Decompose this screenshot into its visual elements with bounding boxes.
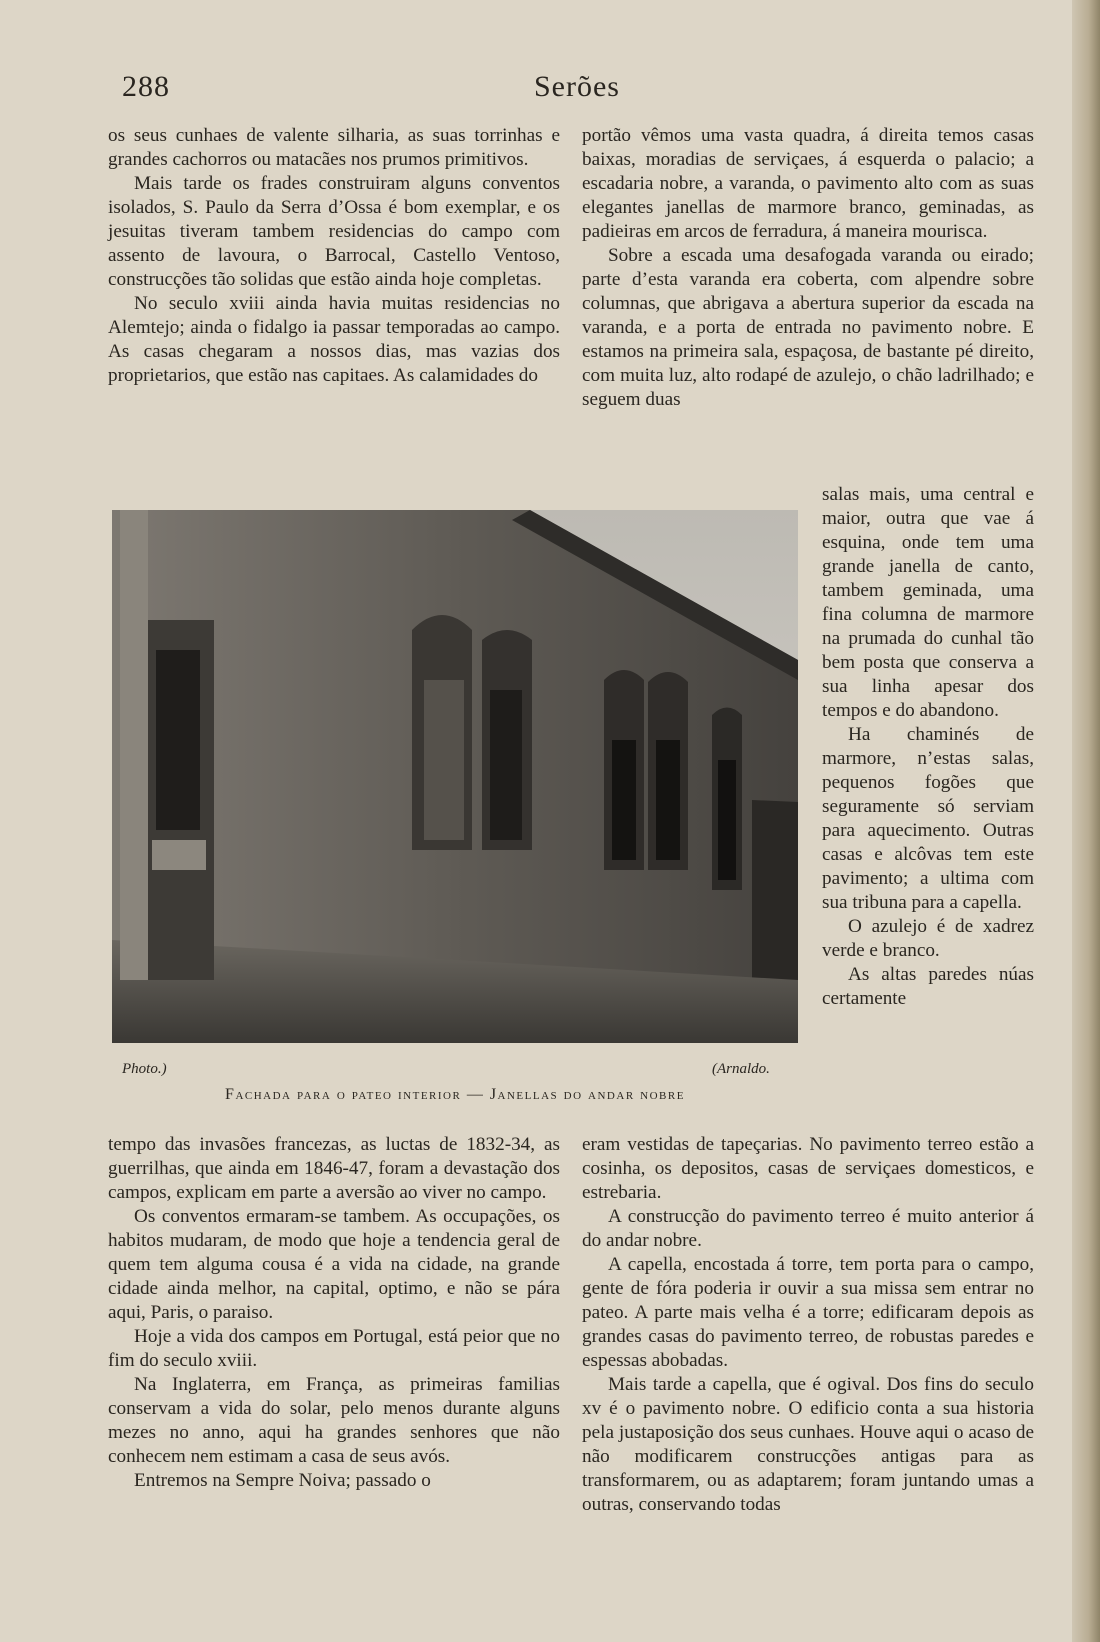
figure-caption: Fachada para o pateo interior — Janellas do andar nobre — [225, 1086, 685, 1103]
paragraph: A capella, encostada á torre, tem porta para o campo, gente de fóra poderia ir ouvir a sua missa sem entrar no pateo. A parte mais velha é a torre; edificaram depois as grandes casas do pavimento terreo, de robustas paredes e espessas abobadas. — [582, 1254, 1034, 1371]
paragraph: Os conventos ermaram-se tambem. As occupações, os habitos mudaram, de modo que hoje a tendencia geral de quem tem alguma cousa é a vida na cidade, na grande cidade ainda melhor, na capital, optimo, e não se pára aqui, Paris, o paraiso. — [108, 1206, 560, 1323]
photo-credit-label: Photo.) — [122, 1061, 167, 1077]
paragraph: tempo das invasões francezas, as luctas de 1832-34, as guerrilhas, que ainda em 1846-47, foram a devastação dos campos, explicam em parte a aversão ao viver no campo. — [108, 1134, 560, 1203]
column-right-top — [582, 124, 1034, 412]
paragraph: As altas paredes núas certamente — [822, 964, 1034, 1009]
facade-photo-image — [112, 510, 798, 1043]
paragraph: Ha chaminés de marmore, n’estas salas, pequenos fogões que seguramente só serviam para aquecimento. Outras casas e alcôvas tem este pavimento; a ultima com sua tribuna para a capella. — [822, 724, 1034, 913]
paragraph: A construcção do pavimento terreo é muito anterior á do andar nobre. — [582, 1206, 1034, 1251]
running-head — [122, 70, 1032, 110]
paragraph: No seculo xviii ainda havia muitas residencias no Alemtejo; ainda o fidalgo ia passar temporadas ao campo. As casas chegaram a nossos dias, mas vazias dos proprietarios, que estão nas capitaes. As calamidades do — [108, 293, 560, 386]
paragraph: Mais tarde a capella, que é ogival. Dos fins do seculo xv é o pavimento nobre. O edificio conta a sua historia pela justaposição dos seus cunhaes. Houve aqui o acaso de não modificarem construcções antigas para as transformarem, ou as adaptarem; foram juntando umas a outras, conservando todas — [582, 1374, 1034, 1515]
column-right-narrow — [822, 483, 1034, 1011]
paragraph: portão vêmos uma vasta quadra, á direita temos casas baixas, moradias de serviçaes, á esquerda o palacio; a escadaria nobre, a varanda, o pavimento alto com as suas elegantes janellas de marmore branco, geminadas, as padieiras em arcos de ferradura, á maneira mourisca. — [582, 125, 1034, 242]
paragraph: Hoje a vida dos campos em Portugal, está peior que no fim do seculo xviii. — [108, 1326, 560, 1371]
running-title: Serões — [534, 70, 620, 103]
photographer-credit: (Arnaldo. — [712, 1061, 770, 1077]
paragraph: Sobre a escada uma desafogada varanda ou eirado; parte d’esta varanda era coberta, com alpendre sobre columnas, que abrigava a abertura superior da escada na varanda, e a porta de entrada no pavimento nobre. E estamos na primeira sala, espaçosa, de bastante pé direito, com muita luz, alto rodapé de azulejo, o chão ladrilhado; e seguem duas — [582, 245, 1034, 410]
paragraph: os seus cunhaes de valente silharia, as suas torrinhas e grandes cachorros ou matacães nos prumos primitivos. — [108, 125, 560, 170]
paragraph: O azulejo é de xadrez verde e branco. — [822, 916, 1034, 961]
paragraph: eram vestidas de tapeçarias. No pavimento terreo estão a cosinha, os depositos, casas de serviçaes domesticos, e estrebaria. — [582, 1134, 1034, 1203]
column-left-bottom — [108, 1133, 560, 1493]
page-number: 288 — [122, 70, 170, 103]
column-left-top — [108, 124, 560, 388]
page-edge — [1072, 0, 1100, 1642]
paragraph: Mais tarde os frades construiram alguns conventos isolados, S. Paulo da Serra d’Ossa é bom exemplar, e os jesuitas tiveram tambem residencias do campo com assento de lavoura, o Barrocal, Castello Ventoso, construcções tão solidas que estão ainda hoje completas. — [108, 173, 560, 290]
engraver-mark — [124, 1012, 128, 1025]
paragraph: salas mais, uma central e maior, outra que vae á esquina, onde tem uma grande janella de canto, tambem geminada, uma fina columna de marmore na prumada do cunhal tão bem posta que conserva a sua linha apesar dos tempos e do abandono. — [822, 484, 1034, 721]
facade-photograph — [112, 510, 798, 1043]
paragraph: Entremos na Sempre Noiva; passado o — [134, 1470, 431, 1491]
paragraph: Na Inglaterra, em França, as primeiras familias conservam a vida do solar, pelo menos durante alguns mezes no anno, aqui ha grandes senhores que não conhecem nem estimam a casa de seus avós. — [108, 1374, 560, 1467]
column-right-bottom — [582, 1133, 1034, 1517]
